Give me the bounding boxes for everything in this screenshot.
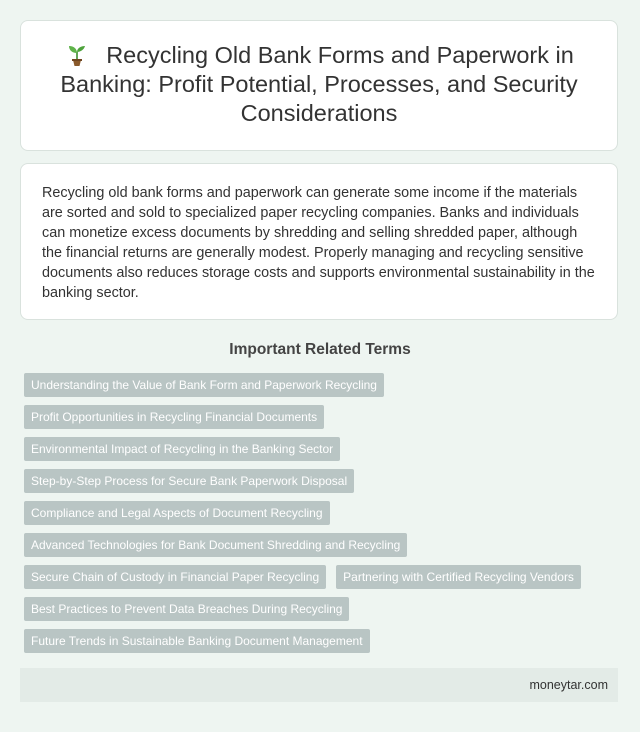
description-text: Recycling old bank forms and paperwork can generate some income if the materials are sorted and sold to specialized paper recycling companies. Banks and individuals can monetize excess documents by shredding and selling shredded paper, although the financial returns are generally modest. Properly managing and recycling sensitive documents also reduces storage costs and supports environmental sustainability in the banking sector.	[42, 185, 595, 301]
related-term-tag[interactable]: Advanced Technologies for Bank Document Shredding and Recycling	[24, 533, 407, 557]
title-card	[20, 20, 618, 151]
sprout-icon	[64, 44, 90, 66]
related-term-tag[interactable]: Secure Chain of Custody in Financial Paper Recycling	[24, 565, 326, 589]
related-term-tag[interactable]: Best Practices to Prevent Data Breaches During Recycling	[24, 597, 349, 621]
footer	[20, 668, 618, 702]
related-term-tag[interactable]: Understanding the Value of Bank Form and Paperwork Recycling	[24, 373, 384, 397]
description-card	[20, 163, 618, 320]
related-terms-heading: Important Related Terms	[229, 341, 411, 358]
page-title-text: Recycling Old Bank Forms and Paperwork in Banking: Profit Potential, Processes, and Security Considerations	[60, 42, 578, 126]
related-term-tag[interactable]: Step-by-Step Process for Secure Bank Paperwork Disposal	[24, 469, 354, 493]
related-term-tag[interactable]: Environmental Impact of Recycling in the Banking Sector	[24, 437, 340, 461]
related-term-tag[interactable]: Profit Opportunities in Recycling Financial Documents	[24, 405, 324, 429]
related-term-tag[interactable]: Compliance and Legal Aspects of Document Recycling	[24, 501, 330, 525]
related-term-tag[interactable]: Partnering with Certified Recycling Vendors	[336, 565, 581, 589]
footer-site-name[interactable]: moneytar.com	[529, 678, 608, 692]
related-terms-list	[24, 373, 616, 661]
related-term-tag[interactable]: Future Trends in Sustainable Banking Document Management	[24, 629, 370, 653]
page-title	[51, 41, 587, 128]
